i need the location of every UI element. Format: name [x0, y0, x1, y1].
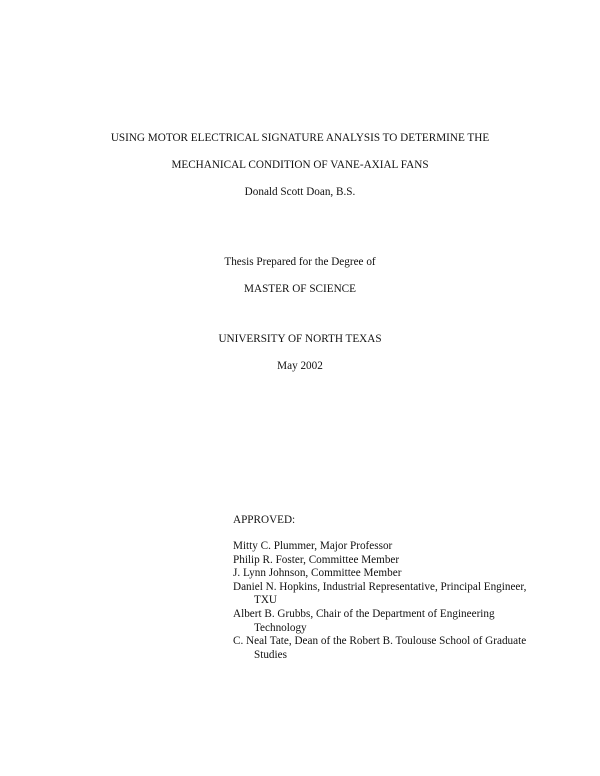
committee-member — [233, 635, 533, 662]
committee-member-text: Daniel N. Hopkins, Industrial Representative, Principal Engineer, TXU — [233, 580, 527, 607]
degree-name: MASTER OF SCIENCE — [244, 283, 356, 295]
committee-list — [233, 540, 533, 662]
committee-member-text: C. Neal Tate, Dean of the Robert B. Toulouse School of Graduate Studies — [233, 635, 527, 661]
committee-member-text: Philip R. Foster, Committee Member — [233, 553, 400, 566]
author-name: Donald Scott Doan, B.S. — [244, 186, 356, 198]
committee-member — [233, 540, 533, 554]
committee-member — [233, 567, 533, 581]
thesis-title-line-1: USING MOTOR ELECTRICAL SIGNATURE ANALYSIS TO DETERMINE THE — [110, 132, 490, 144]
degree-statement: Thesis Prepared for the Degree of — [224, 256, 376, 268]
committee-member — [233, 608, 533, 635]
committee-member — [233, 554, 533, 568]
approved-heading: APPROVED: — [233, 514, 296, 526]
thesis-title-line-2: MECHANICAL CONDITION OF VANE-AXIAL FANS — [171, 159, 429, 171]
committee-member-text: Albert B. Grubbs, Chair of the Department of Engineering Technology — [233, 607, 495, 634]
institution-name: UNIVERSITY OF NORTH TEXAS — [218, 333, 382, 345]
committee-member-text: Mitty C. Plummer, Major Professor — [233, 540, 393, 552]
committee-member — [233, 581, 533, 608]
submission-date: May 2002 — [277, 360, 323, 372]
committee-member-text: J. Lynn Johnson, Committee Member — [233, 567, 402, 580]
